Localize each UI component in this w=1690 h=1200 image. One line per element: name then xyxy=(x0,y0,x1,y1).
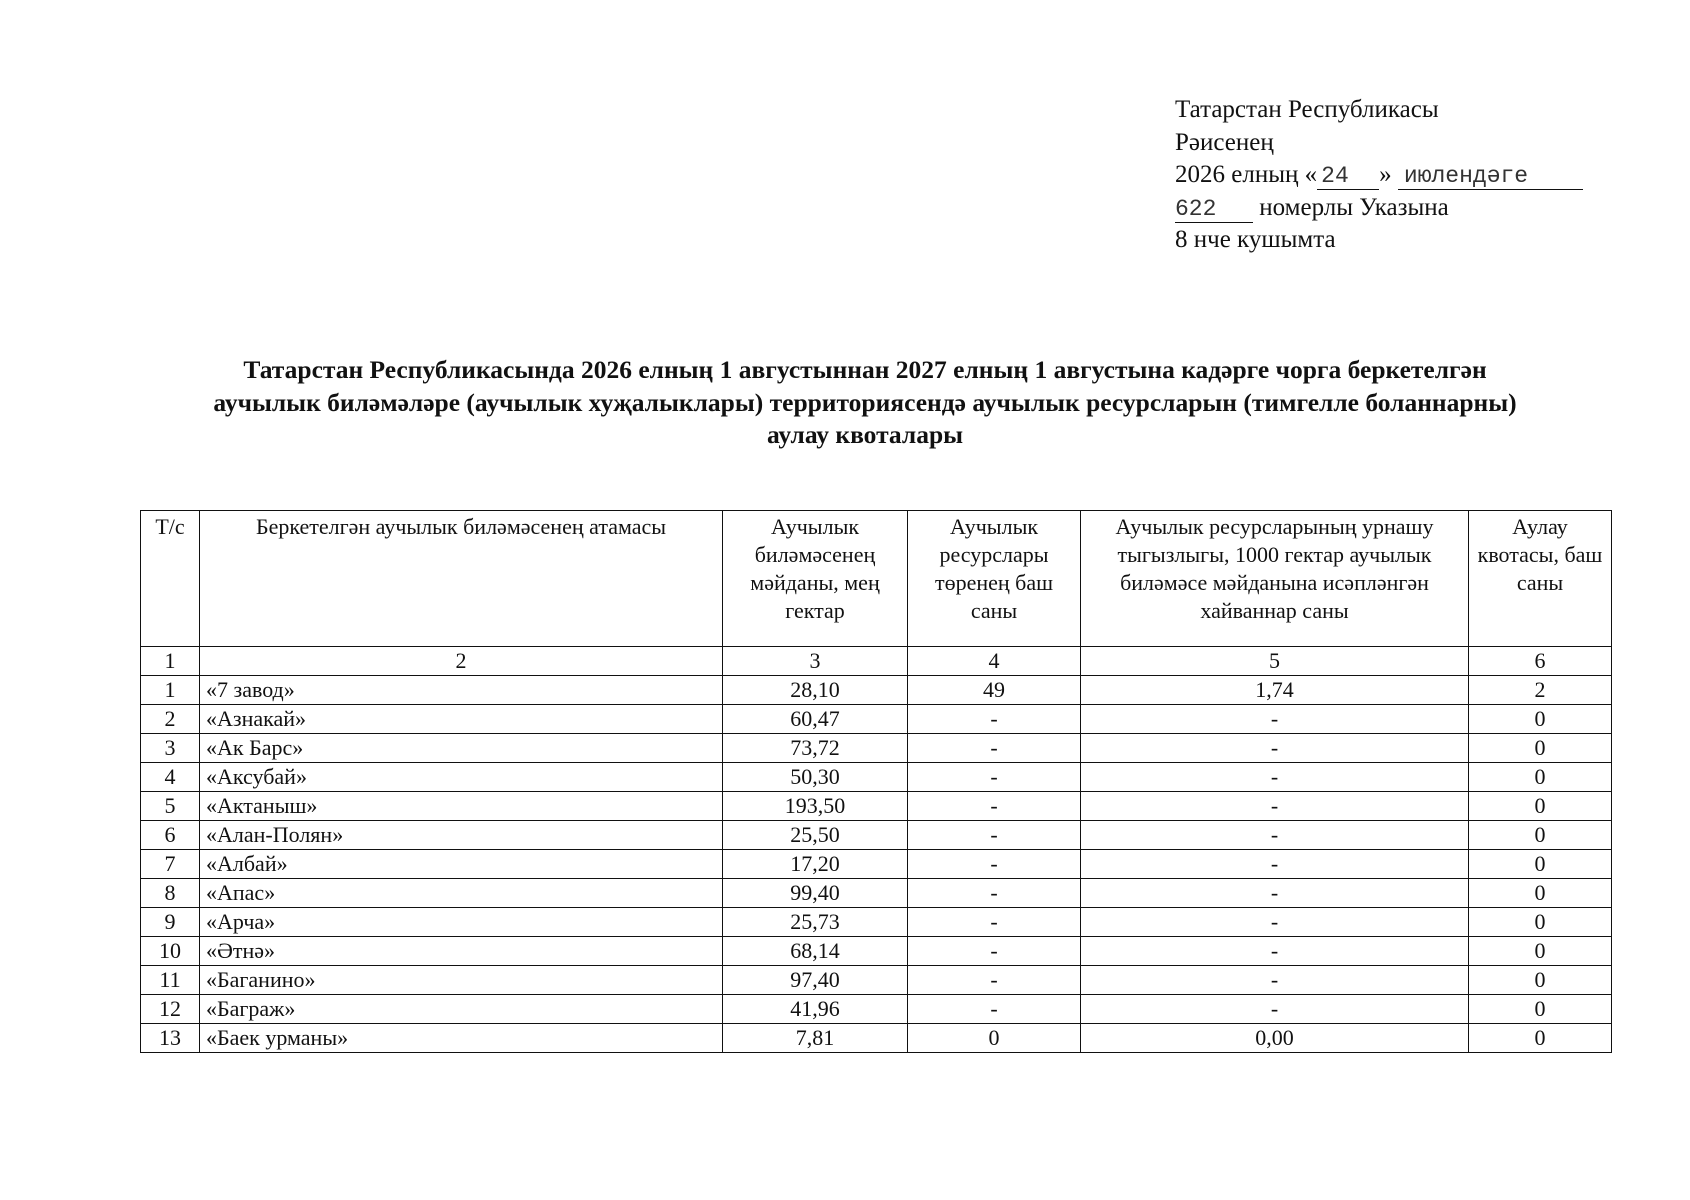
hunting-ground-name: «Албай» xyxy=(200,850,723,879)
header-number-suffix: номерлы Указына xyxy=(1253,193,1449,221)
row-index: 1 xyxy=(141,676,200,705)
table-row xyxy=(141,676,1612,705)
hunting-quota: 0 xyxy=(1469,792,1612,821)
hunting-ground-name: «Баграж» xyxy=(200,995,723,1024)
header-date-mid: » xyxy=(1379,161,1398,188)
population-count: - xyxy=(908,966,1081,995)
document-title xyxy=(140,354,1590,452)
area-thousand-ha: 193,50 xyxy=(723,792,908,821)
hunting-quota: 0 xyxy=(1469,908,1612,937)
table-row xyxy=(141,879,1612,908)
population-count: - xyxy=(908,995,1081,1024)
header-date-day: 24 xyxy=(1317,163,1379,190)
appendix-header xyxy=(1175,94,1605,257)
population-density: - xyxy=(1081,821,1469,850)
row-index: 2 xyxy=(141,705,200,734)
area-thousand-ha: 28,10 xyxy=(723,676,908,705)
row-index: 13 xyxy=(141,1024,200,1053)
row-index: 12 xyxy=(141,995,200,1024)
title-line-2: аучылык биләмәләре (аучылык хуҗалыклары) территориясендә аучылык ресурсларын (тимгелле боланнарны) xyxy=(213,387,1517,417)
hunting-ground-name: «Алан-Полян» xyxy=(200,821,723,850)
header-date-month: июлендәге xyxy=(1398,163,1583,190)
column-number: 4 xyxy=(908,647,1081,676)
hunting-ground-name: «7 завод» xyxy=(200,676,723,705)
population-density: - xyxy=(1081,763,1469,792)
row-index: 5 xyxy=(141,792,200,821)
header-cell: Аучылык ресурслары төренең баш саны xyxy=(908,511,1081,647)
population-count: 0 xyxy=(908,1024,1081,1053)
hunting-ground-name: «Ак Барс» xyxy=(200,734,723,763)
header-line-2: Рәисенең xyxy=(1175,128,1274,156)
hunting-ground-name: «Актаныш» xyxy=(200,792,723,821)
area-thousand-ha: 7,81 xyxy=(723,1024,908,1053)
area-thousand-ha: 41,96 xyxy=(723,995,908,1024)
column-number: 1 xyxy=(141,647,200,676)
row-index: 6 xyxy=(141,821,200,850)
area-thousand-ha: 73,72 xyxy=(723,734,908,763)
hunting-ground-name: «Аксубай» xyxy=(200,763,723,792)
row-index: 9 xyxy=(141,908,200,937)
table-row xyxy=(141,734,1612,763)
population-count: - xyxy=(908,734,1081,763)
column-number: 3 xyxy=(723,647,908,676)
hunting-quota: 0 xyxy=(1469,763,1612,792)
row-index: 7 xyxy=(141,850,200,879)
population-density: - xyxy=(1081,734,1469,763)
column-number-row xyxy=(141,647,1612,676)
population-density: 1,74 xyxy=(1081,676,1469,705)
header-cell: Аулау квотасы, баш саны xyxy=(1469,511,1612,647)
row-index: 8 xyxy=(141,879,200,908)
table-header-row xyxy=(141,511,1612,647)
area-thousand-ha: 60,47 xyxy=(723,705,908,734)
hunting-quota: 0 xyxy=(1469,850,1612,879)
population-density: - xyxy=(1081,705,1469,734)
table-row xyxy=(141,966,1612,995)
population-count: - xyxy=(908,705,1081,734)
hunting-quota: 0 xyxy=(1469,879,1612,908)
table-body xyxy=(141,647,1612,1053)
header-decree-number: 622 xyxy=(1175,196,1253,223)
population-count: - xyxy=(908,937,1081,966)
hunting-ground-name: «Азнакай» xyxy=(200,705,723,734)
header-cell: Т/с xyxy=(141,511,200,647)
population-count: - xyxy=(908,821,1081,850)
population-density: - xyxy=(1081,995,1469,1024)
hunting-ground-name: «Әтнә» xyxy=(200,937,723,966)
table-row xyxy=(141,821,1612,850)
hunting-quota: 0 xyxy=(1469,966,1612,995)
table-row xyxy=(141,763,1612,792)
population-density: - xyxy=(1081,792,1469,821)
header-cell: Беркетелгән аучылык биләмәсенең атамасы xyxy=(200,511,723,647)
hunting-quota: 0 xyxy=(1469,821,1612,850)
population-density: - xyxy=(1081,850,1469,879)
population-density: - xyxy=(1081,966,1469,995)
table-row xyxy=(141,995,1612,1024)
hunting-quota: 0 xyxy=(1469,995,1612,1024)
population-density: 0,00 xyxy=(1081,1024,1469,1053)
area-thousand-ha: 17,20 xyxy=(723,850,908,879)
population-count: - xyxy=(908,879,1081,908)
hunting-quota: 2 xyxy=(1469,676,1612,705)
table-row xyxy=(141,908,1612,937)
area-thousand-ha: 50,30 xyxy=(723,763,908,792)
area-thousand-ha: 25,50 xyxy=(723,821,908,850)
area-thousand-ha: 99,40 xyxy=(723,879,908,908)
hunting-quota: 0 xyxy=(1469,1024,1612,1053)
row-index: 11 xyxy=(141,966,200,995)
title-line-1: Татарстан Республикасында 2026 елның 1 августыннан 2027 елның 1 августына кадәрге чорга беркетелгән xyxy=(243,355,1487,384)
hunting-ground-name: «Баек урманы» xyxy=(200,1024,723,1053)
header-line-1: Татарстан Республикасы xyxy=(1175,96,1439,123)
header-line-5: 8 нче кушымта xyxy=(1175,226,1336,253)
table-row xyxy=(141,850,1612,879)
hunting-quota: 0 xyxy=(1469,937,1612,966)
title-line-3: аулау квоталары xyxy=(766,420,964,449)
row-index: 3 xyxy=(141,734,200,763)
area-thousand-ha: 97,40 xyxy=(723,966,908,995)
population-count: - xyxy=(908,850,1081,879)
header-cell: Аучылык ресурсларының урнашу тыгызлыгы, 1000 гектар аучылык биләмәсе мәйданына исәпләнгән хайваннар саны xyxy=(1081,511,1469,647)
population-count: 49 xyxy=(908,676,1081,705)
table-row xyxy=(141,792,1612,821)
table-row xyxy=(141,705,1612,734)
population-count: - xyxy=(908,763,1081,792)
population-density: - xyxy=(1081,937,1469,966)
header-date-line xyxy=(1175,159,1605,192)
column-number: 5 xyxy=(1081,647,1469,676)
area-thousand-ha: 25,73 xyxy=(723,908,908,937)
population-density: - xyxy=(1081,908,1469,937)
header-number-line xyxy=(1175,192,1605,225)
table-row xyxy=(141,1024,1612,1053)
hunting-quota: 0 xyxy=(1469,705,1612,734)
header-date-prefix: 2026 елның « xyxy=(1175,161,1318,188)
column-number: 2 xyxy=(200,647,723,676)
row-index: 4 xyxy=(141,763,200,792)
table-row xyxy=(141,937,1612,966)
hunting-quota: 0 xyxy=(1469,734,1612,763)
area-thousand-ha: 68,14 xyxy=(723,937,908,966)
column-number: 6 xyxy=(1469,647,1612,676)
population-count: - xyxy=(908,908,1081,937)
hunting-ground-name: «Баганино» xyxy=(200,966,723,995)
row-index: 10 xyxy=(141,937,200,966)
header-cell: Аучылык биләмәсенең мәйданы, мең гектар xyxy=(723,511,908,647)
hunting-ground-name: «Апас» xyxy=(200,879,723,908)
quota-table xyxy=(140,510,1612,1053)
population-density: - xyxy=(1081,879,1469,908)
hunting-ground-name: «Арча» xyxy=(200,908,723,937)
population-count: - xyxy=(908,792,1081,821)
